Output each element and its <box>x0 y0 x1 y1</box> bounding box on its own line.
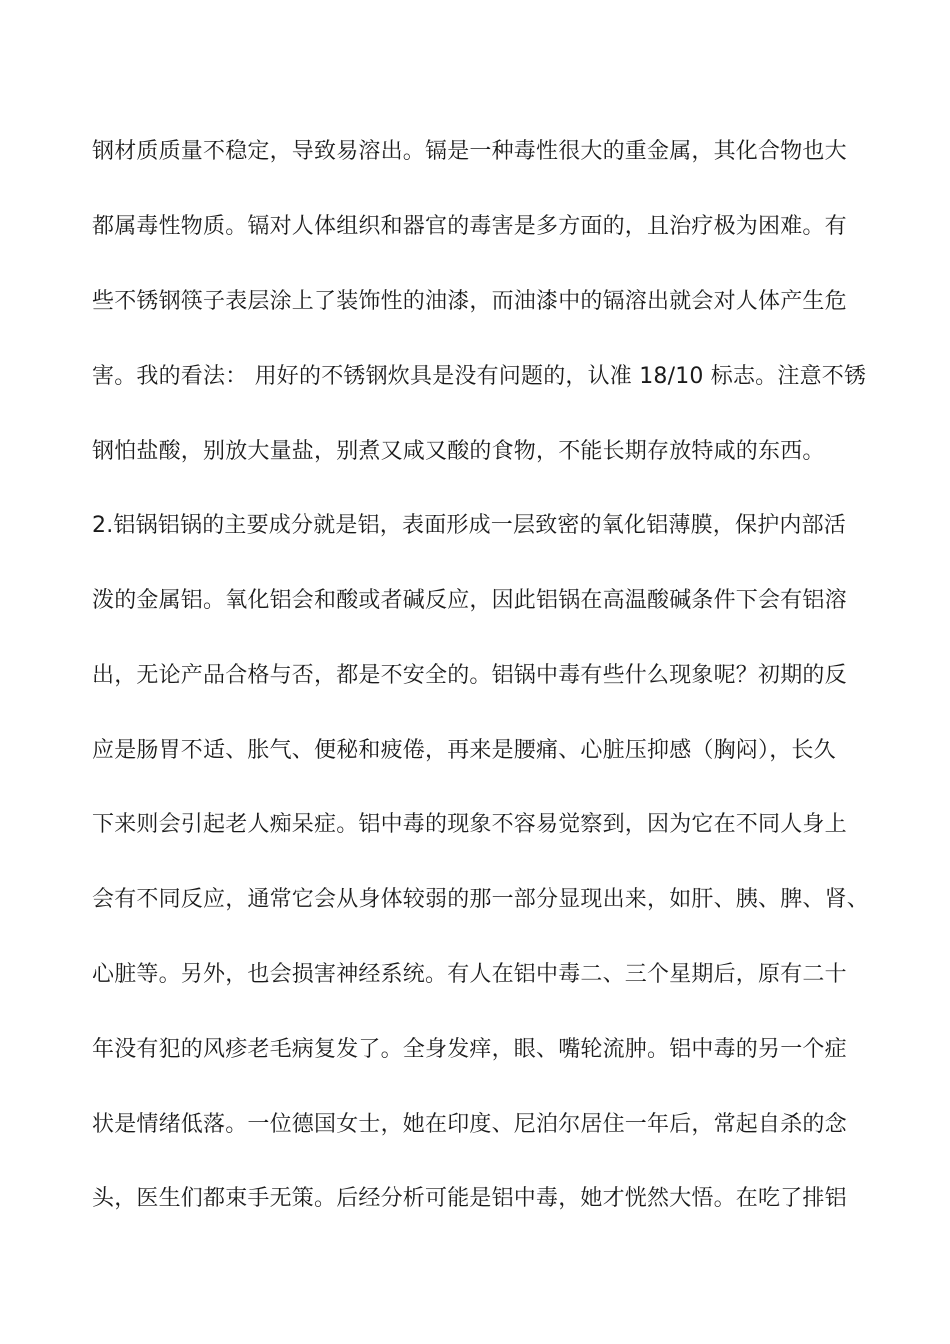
text-line: 泼的金属铝。氧化铝会和酸或者碱反应，因此铝锅在高温酸碱条件下会有铝溶 <box>92 588 847 613</box>
text-line: 年没有犯的风疹老毛病复发了。全身发痒，眼、嘴轮流肿。铝中毒的另一个症 <box>92 1037 847 1062</box>
text-line: 心脏等。另外，也会损害神经系统。有人在铝中毒二、三个星期后，原有二十 <box>92 962 847 987</box>
text-line: 出，无论产品合格与否，都是不安全的。铝锅中毒有些什么现象呢？初期的反 <box>92 663 847 688</box>
text-line: 些不锈钢筷子表层涂上了装饰性的油漆，而油漆中的镉溶出就会对人体产生危 <box>92 289 847 314</box>
text-line: 状是情绪低落。一位德国女士，她在印度、尼泊尔居住一年后，常起自杀的念 <box>92 1112 847 1137</box>
text-line: 头，医生们都束手无策。后经分析可能是铝中毒，她才恍然大悟。在吃了排铝 <box>92 1186 847 1211</box>
text-line: 害。我的看法： 用好的不锈钢炊具是没有问题的，认准 18/10 标志。注意不锈 <box>92 364 867 389</box>
text-line: 2.铝锅铝锅的主要成分就是铝，表面形成一层致密的氧化铝薄膜，保护内部活 <box>92 513 846 538</box>
text-line: 下来则会引起老人痴呆症。铝中毒的现象不容易觉察到，因为它在不同人身上 <box>92 812 847 837</box>
text-line: 钢怕盐酸，别放大量盐，别煮又咸又酸的食物，不能长期存放特咸的东西。 <box>92 439 825 464</box>
text-line: 应是肠胃不适、胀气、便秘和疲倦，再来是腰痛、心脏压抑感（胸闷），长久 <box>92 738 836 763</box>
text-line: 钢材质质量不稳定，导致易溶出。镉是一种毒性很大的重金属，其化合物也大 <box>92 139 847 164</box>
text-line: 都属毒性物质。镉对人体组织和器官的毒害是多方面的，且治疗极为困难。有 <box>92 214 847 239</box>
text-line: 会有不同反应，通常它会从身体较弱的那一部分显现出来，如肝、胰、脾、肾、 <box>92 887 870 912</box>
